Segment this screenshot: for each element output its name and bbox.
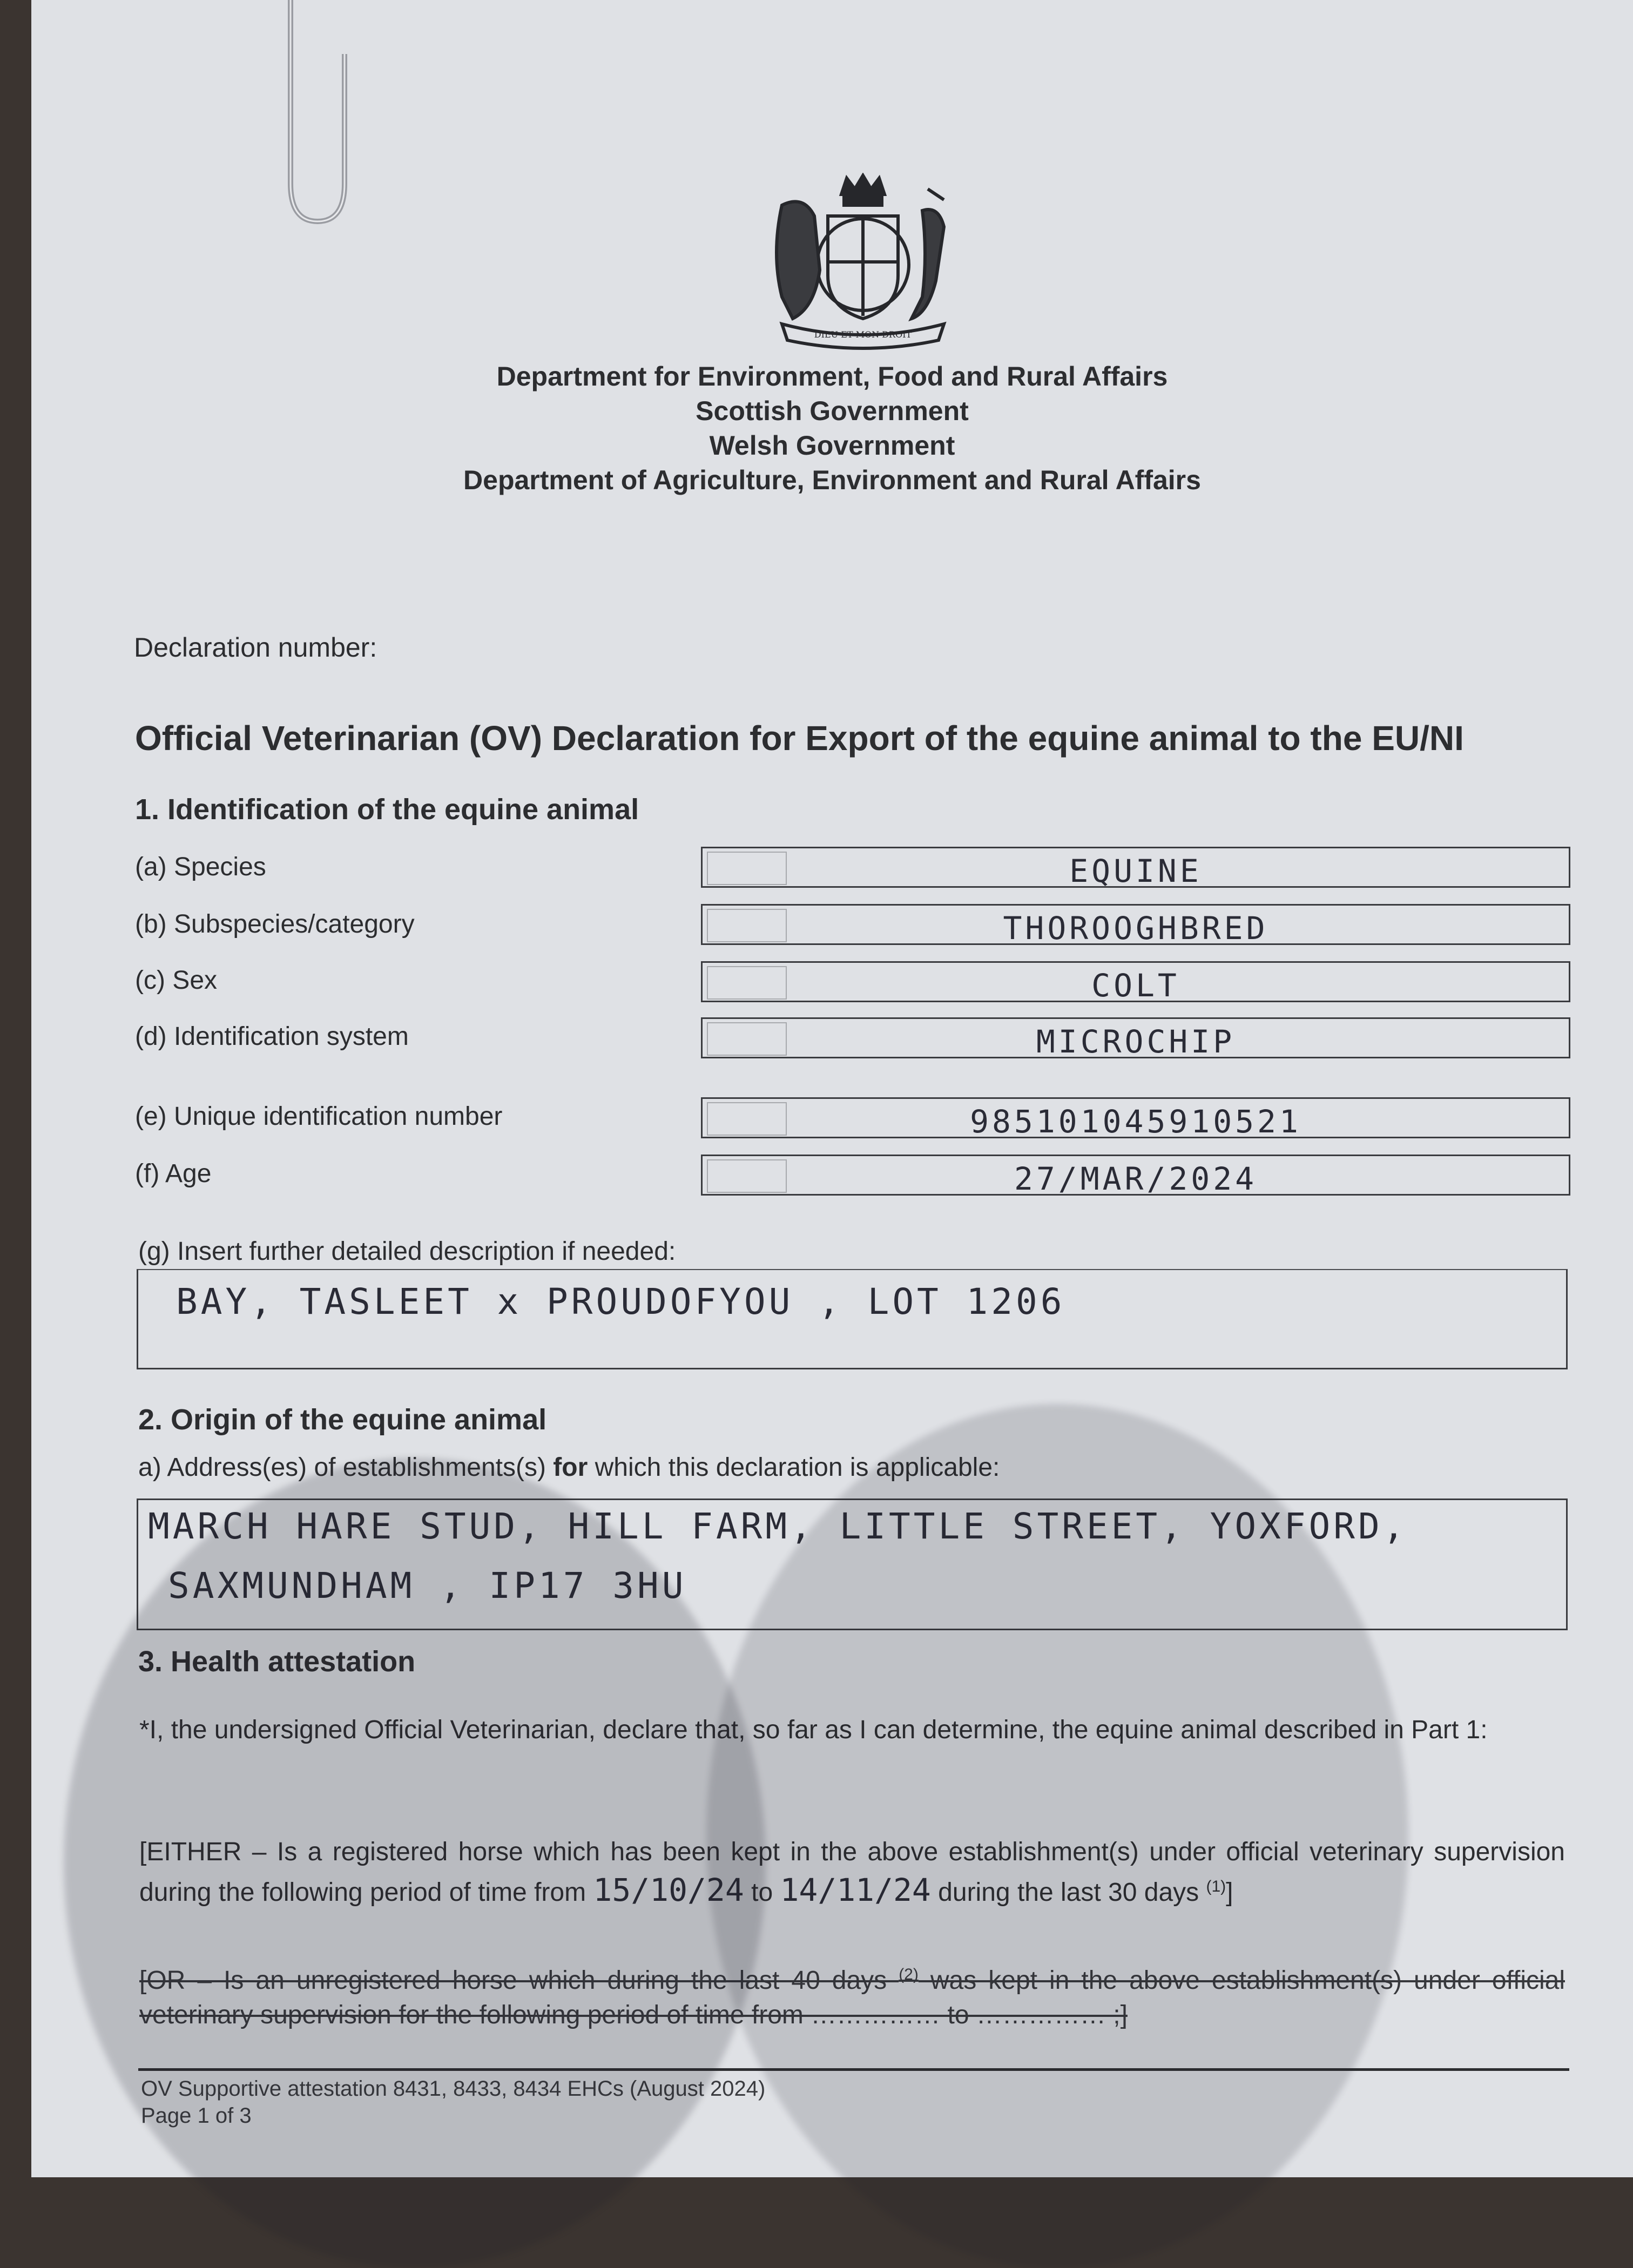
department-line: Scottish Government xyxy=(696,396,969,426)
department-header xyxy=(31,359,1633,497)
age-field[interactable] xyxy=(701,1155,1570,1196)
address-line-2: SAXMUNDHAM , IP17 3HU xyxy=(168,1565,687,1606)
section-2-heading: 2. Origin of the equine animal xyxy=(138,1403,547,1436)
paperclip-icon xyxy=(269,0,366,238)
age-label: (f) Age xyxy=(135,1159,212,1188)
description-field[interactable] xyxy=(137,1269,1568,1369)
attestation-intro: *I, the undersigned Official Veterinarian, declare that, so far as I can determine, the equine animal described in Part 1: xyxy=(139,1716,1488,1744)
identification-system-field[interactable] xyxy=(701,1017,1570,1058)
sex-label: (c) Sex xyxy=(135,966,218,995)
page-title: Official Veterinarian (OV) Declaration for Export of the equine animal to the EU/NI xyxy=(135,719,1464,758)
department-line: Welsh Government xyxy=(709,430,955,461)
species-field[interactable] xyxy=(701,847,1570,888)
sex-value: COLT xyxy=(1091,967,1180,1004)
document-page xyxy=(31,0,1633,2177)
royal-coat-of-arms-icon xyxy=(750,173,976,351)
sex-field[interactable] xyxy=(701,961,1570,1002)
identification-system-value: MICROCHIP xyxy=(1036,1023,1236,1060)
description-label: (g) Insert further detailed description if needed: xyxy=(138,1237,676,1266)
footer-reference: OV Supportive attestation 8431, 8433, 8434 EHCs (August 2024) xyxy=(141,2077,766,2101)
department-line: Department for Environment, Food and Rural Affairs xyxy=(496,361,1168,392)
phone-shadow xyxy=(706,1404,1408,2268)
address-label: a) Address(es) of establishments(s) for which this declaration is applicable: xyxy=(138,1453,1000,1482)
unique-id-label: (e) Unique identification number xyxy=(135,1102,503,1131)
address-line-1: MARCH HARE STUD, HILL FARM, LITTLE STREET, YOXFORD, xyxy=(148,1506,1408,1547)
species-value: EQUINE xyxy=(1069,853,1202,889)
section-3-heading: 3. Health attestation xyxy=(138,1645,416,1678)
crest-motto: DIEU ET MON DROIT xyxy=(814,329,912,340)
description-value: BAY, TASLEET x PROUDOFYOU , LOT 1206 xyxy=(176,1281,1065,1322)
identification-system-label: (d) Identification system xyxy=(135,1022,409,1051)
page-number: Page 1 of 3 xyxy=(141,2104,252,2128)
section-1-heading: 1. Identification of the equine animal xyxy=(135,793,639,826)
species-label: (a) Species xyxy=(135,853,266,881)
either-clause: [EITHER – Is a registered horse which has been kept in the above establishment(s) under official veterinary supervision during the following period of time from 15/10/24 to 14/11/24 during the last 30 days $^{(1)}$] xyxy=(139,1838,1565,1908)
age-value: 27/MAR/2024 xyxy=(1014,1160,1258,1197)
subspecies-label: (b) Subspecies/category xyxy=(135,910,415,939)
hand-shadow xyxy=(64,1458,766,2268)
period-to-value: 14/11/24 xyxy=(780,1872,931,1908)
subspecies-field[interactable] xyxy=(701,904,1570,945)
period-from-value: 15/10/24 xyxy=(593,1872,744,1908)
unique-id-value: 985101045910521 xyxy=(970,1103,1301,1140)
declaration-number-label: Declaration number: xyxy=(134,632,377,663)
subspecies-value: THOROOGHBRED xyxy=(1003,910,1268,947)
department-line: Department of Agriculture, Environment and Rural Affairs xyxy=(463,465,1201,495)
unique-id-field[interactable] xyxy=(701,1097,1570,1138)
or-clause-struck: [OR – Is an unregistered horse which during the last 40 days $^{(2)}$ was kept in the above establishment(s) under official veterinary supervision for the following period of time from …………… to …………… ;] xyxy=(139,1966,1565,2029)
